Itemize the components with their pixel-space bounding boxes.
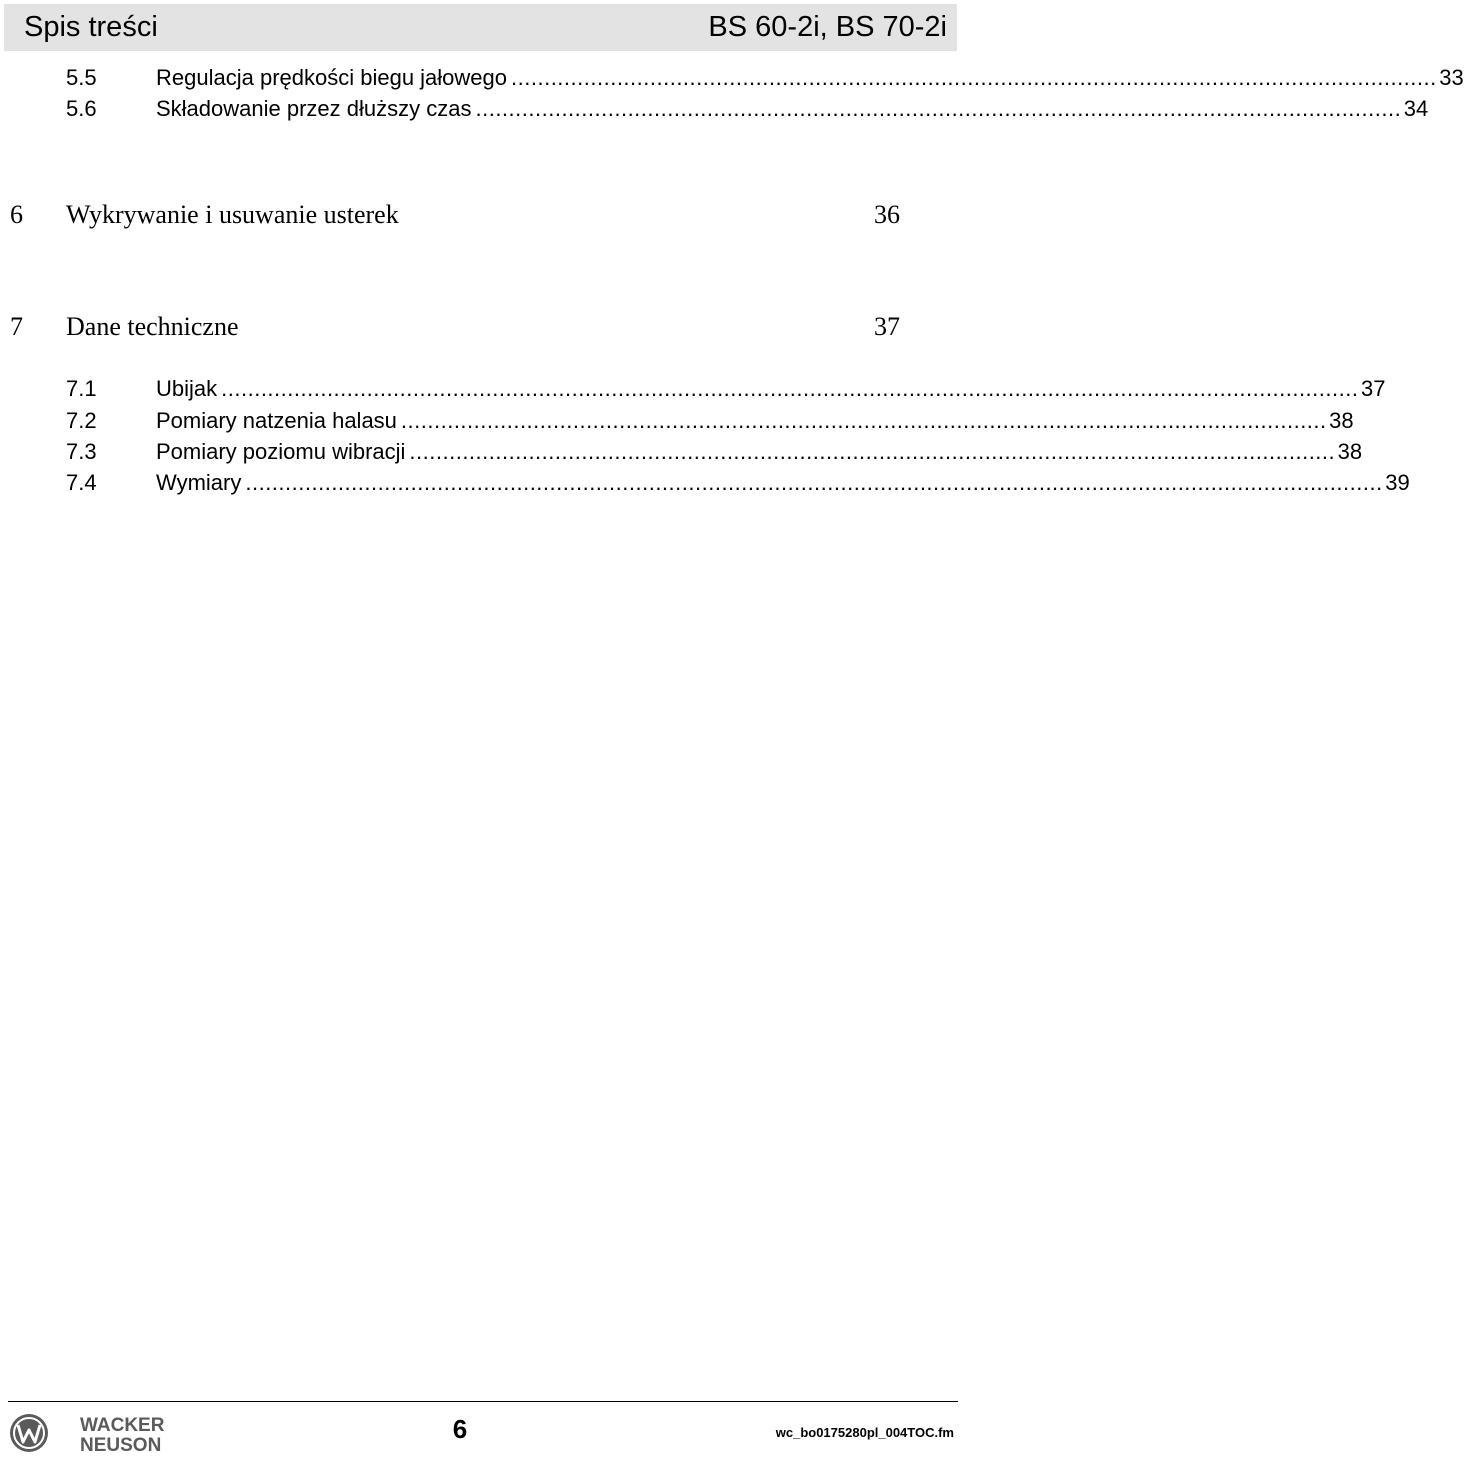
- toc-entry-page: 33: [1439, 65, 1464, 90]
- toc-entry-number: 7.1: [66, 376, 97, 401]
- model-name: BS 60-2i, BS 70-2i: [708, 11, 947, 43]
- toc-leader-dots: ............................................................................................................................................................................: [245, 470, 1383, 495]
- toc-entry-7-3[interactable]: [66, 439, 1363, 465]
- chapter-page: 36: [874, 200, 900, 229]
- toc-entry-number: 5.5: [66, 65, 97, 90]
- wacker-neuson-logo-icon: [8, 1412, 188, 1454]
- toc-leader-dots: ............................................................................................................................................................................: [221, 376, 1359, 401]
- page-header: [4, 4, 957, 51]
- toc-entry-page: 38: [1337, 439, 1363, 464]
- toc-entry-5-5[interactable]: [66, 65, 1464, 91]
- toc-chapter-7[interactable]: [10, 312, 900, 342]
- source-file-name: wc_bo0175280pl_004TOC.fm: [775, 1425, 954, 1440]
- toc-entry-page: 38: [1329, 408, 1354, 433]
- toc-entry-number: 7.3: [66, 439, 97, 464]
- toc-entry-7-2[interactable]: [66, 408, 1354, 434]
- toc-entry-title: Pomiary poziomu wibracji: [156, 439, 406, 464]
- toc-leader-dots: ............................................................................................................................................: [511, 65, 1437, 90]
- section-title: Spis treści: [24, 11, 158, 43]
- toc-entry-title: Regulacja prędkości biegu jałowego: [156, 65, 508, 90]
- toc-entry-title: Ubijak: [156, 376, 218, 401]
- toc-entry-number: 7.2: [66, 408, 97, 433]
- brand-line-1: WACKER: [80, 1415, 165, 1436]
- toc-entry-title: Pomiary natzenia halasu: [156, 408, 397, 433]
- toc-entry-number: 5.6: [66, 96, 97, 121]
- toc-entry-5-6[interactable]: [66, 96, 1429, 122]
- page-number: 6: [452, 1414, 468, 1444]
- toc-entry-page: 39: [1385, 470, 1410, 495]
- wacker-neuson-logo: [8, 1412, 188, 1459]
- chapter-number: 7: [10, 312, 23, 341]
- toc-entry-title: Wymiary: [156, 470, 242, 495]
- toc-leader-dots: ............................................................................................................................................: [409, 439, 1336, 464]
- toc-entry-number: 7.4: [66, 470, 97, 495]
- footer-divider: [8, 1401, 958, 1402]
- toc-entry-7-4[interactable]: [66, 470, 1410, 496]
- toc-entry-title: Składowanie przez dłuższy czas: [156, 96, 472, 121]
- chapter-number: 6: [10, 200, 23, 229]
- toc-entry-7-1[interactable]: [66, 376, 1386, 402]
- toc-entry-page: 37: [1360, 376, 1386, 401]
- toc-leader-dots: ............................................................................................................................................: [400, 408, 1327, 433]
- toc-entry-page: 34: [1403, 96, 1429, 121]
- chapter-title: Dane techniczne: [66, 312, 239, 341]
- brand-line-2: NEUSON: [80, 1435, 162, 1456]
- toc-chapter-6[interactable]: [10, 200, 900, 230]
- chapter-page: 37: [874, 312, 900, 341]
- chapter-title: Wykrywanie i usuwanie usterek: [66, 200, 399, 229]
- toc-leader-dots: ............................................................................................................................................: [475, 96, 1402, 121]
